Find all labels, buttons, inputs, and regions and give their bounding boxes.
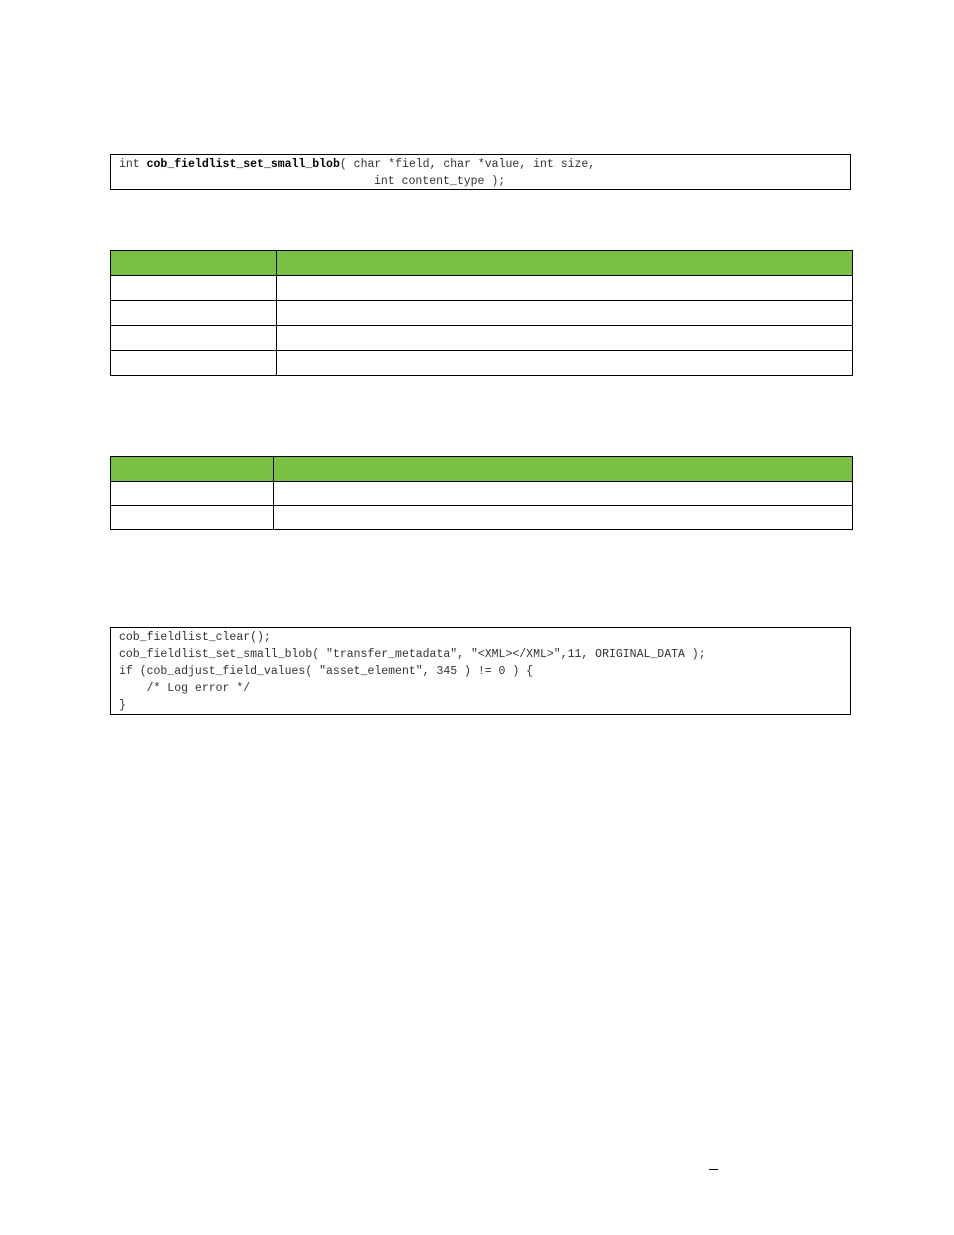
example-code-box <box>110 627 851 715</box>
table-cell <box>111 506 274 530</box>
table-cell <box>277 326 853 351</box>
prototype-params-line-2: int content_type ); <box>374 175 506 188</box>
prototype-return-type: int <box>119 158 140 171</box>
returns-header-cell <box>274 457 853 482</box>
table-cell <box>111 276 277 301</box>
prototype-code-box <box>110 154 851 190</box>
returns-table <box>110 456 853 530</box>
table-cell <box>277 351 853 376</box>
example-code-line: /* Log error */ <box>119 682 251 695</box>
prototype-function-name: cob_fieldlist_set_small_blob <box>146 158 340 171</box>
table-row <box>111 351 853 376</box>
table-cell <box>111 326 277 351</box>
parameters-header-cell <box>111 251 277 276</box>
prototype-line-2 <box>374 173 505 190</box>
page-number-dash <box>709 1169 718 1170</box>
table-cell <box>277 276 853 301</box>
table-cell <box>274 482 853 506</box>
table-row <box>111 276 853 301</box>
example-code-line: cob_fieldlist_set_small_blob( "transfer_metadata", "<XML></XML>",11, ORIGINAL_DATA ); <box>119 648 706 661</box>
parameters-header-cell <box>277 251 853 276</box>
prototype-params-line-1: ( char *field, char *value, int size, <box>339 158 596 171</box>
table-cell <box>277 301 853 326</box>
table-cell <box>111 351 277 376</box>
table-row <box>111 301 853 326</box>
table-row <box>111 506 853 530</box>
table-row <box>111 482 853 506</box>
parameters-table <box>110 250 853 376</box>
returns-header-cell <box>111 457 274 482</box>
parameters-table-header <box>111 251 853 276</box>
example-code-line: if (cob_adjust_field_values( "asset_element", 345 ) != 0 ) { <box>119 665 534 678</box>
example-code-line: } <box>119 699 126 712</box>
table-row <box>111 326 853 351</box>
example-code-line: cob_fieldlist_clear(); <box>119 631 271 644</box>
prototype-line-1 <box>119 156 595 173</box>
returns-table-header <box>111 457 853 482</box>
table-cell <box>274 506 853 530</box>
table-cell <box>111 301 277 326</box>
table-cell <box>111 482 274 506</box>
